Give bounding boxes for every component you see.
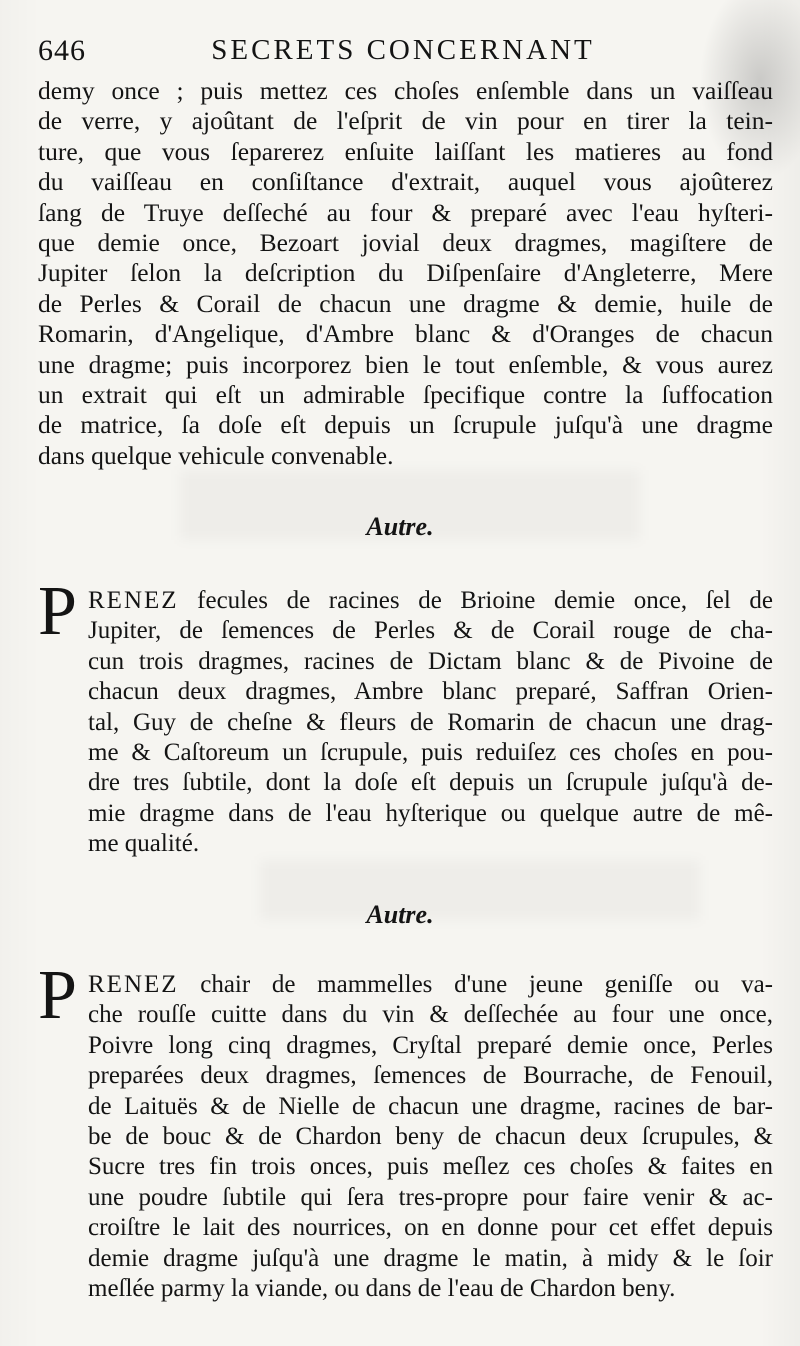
text-line: Romarin, d'Angelique, d'Ambre blanc & d'Oranges de chacun [38, 319, 773, 349]
text-line: cun trois dragmes, racines de Dictam blanc & de Pivoine de [88, 647, 773, 675]
text-line: que demie once, Bezoart jovial deux dragmes, magiſtere de [38, 227, 773, 257]
text-line: Jupiter, de ſemences de Perles & de Corail rouge de cha- [88, 617, 773, 645]
text-line: tal, Guy de cheſne & fleurs de Romarin de chacun une drag- [88, 708, 773, 736]
text-line: une poudre ſubtile qui ſera tres-propre pour faire venir & ac- [88, 1183, 773, 1211]
first-word: RENEZ [88, 587, 179, 614]
text-line: ture, que vous ſeparerez enſuite laiſſant les matieres au fond [38, 136, 773, 166]
text-line: Poivre long cinq dragmes, Cryſtal preparé demie once, Perles [88, 1031, 773, 1059]
section-heading-autre-2: Autre. [366, 900, 434, 929]
text-line: une dragme; puis incorporez bien le tout enſemble, & vous aurez [38, 349, 773, 379]
text-line: dans quelque vehicule convenable. [38, 440, 394, 470]
text-line: du vaiſſeau en conſiſtance d'extrait, auquel vous ajoûterez [38, 167, 773, 197]
text-line: mie dragme dans de l'eau hyſterique ou quelque autre de mê- [88, 799, 773, 827]
text-line [38, 970, 773, 1000]
text-line: de matrice, ſa doſe eſt depuis un ſcrupule juſqu'à une dragme [38, 410, 773, 440]
text-line: dre tres ſubtile, dont la doſe eſt depuis un ſcrupule juſqu'à de- [88, 769, 773, 797]
page-number: 646 [38, 34, 86, 67]
line-text: chair de mammelles d'une jeune geniſſe ou va- [178, 971, 773, 998]
text-line: preparées deux dragmes, ſemences de Bourrache, de Fenouil, [88, 1062, 773, 1090]
page-header [38, 34, 768, 74]
running-title: SECRETS CONCERNANT [211, 34, 595, 66]
text-line: be de bouc & de Chardon beny de chacun deux ſcrupules, & [88, 1122, 773, 1150]
text-line: demy once ; puis mettez ces choſes enſemble dans un vaiſſeau [38, 76, 773, 105]
recipe-paragraph-1 [38, 573, 773, 860]
paragraph-continuation [38, 76, 773, 471]
text-line: Sucre tres fin trois onces, puis meſlez ces choſes & faites en [88, 1153, 773, 1181]
text-line: demie dragme juſqu'à une dragme le matin, à midy & le ſoir [88, 1244, 773, 1272]
text-line: meſlée parmy la viande, ou dans de l'eau de Chardon beny. [88, 1274, 676, 1302]
first-word: RENEZ [88, 971, 179, 998]
text-line: de verre, y ajoûtant de l'eſprit de vin pour en tirer la tein- [38, 106, 773, 136]
text-line: croiſtre le lait des nourrices, on en donne pour cet effet depuis [88, 1214, 773, 1242]
recipe-paragraph-2 [38, 957, 773, 1304]
section-heading-autre-1: Autre. [366, 512, 434, 541]
text-line: me qualité. [88, 830, 200, 858]
drop-cap: P [38, 957, 77, 1034]
text-line: Jupiter ſelon la deſcription du Diſpenſaire d'Angleterre, Mere [38, 258, 773, 288]
drop-cap: P [38, 573, 77, 650]
text-line: de Perles & Corail de chacun une dragme & demie, huile de [38, 288, 773, 318]
text-line: che rouſſe cuitte dans du vin & deſſechée au four une once, [88, 1001, 773, 1029]
text-line: chacun deux dragmes, Ambre blanc preparé, Saffran Orien- [88, 678, 773, 706]
text-line: me & Caſtoreum un ſcrupule, puis reduiſez ces choſes en pou- [88, 738, 773, 766]
line-text: fecules de racines de Brioine demie once, ſel de [178, 587, 773, 614]
text-line: de Laituës & de Nielle de chacun une dragme, racines de bar- [88, 1092, 773, 1120]
text-line: un extrait qui eſt un admirable ſpecifique contre la ſuffocation [38, 379, 773, 409]
text-line: ſang de Truye deſſeché au four & preparé avec l'eau hyſteri- [38, 197, 773, 227]
text-line [38, 586, 773, 616]
